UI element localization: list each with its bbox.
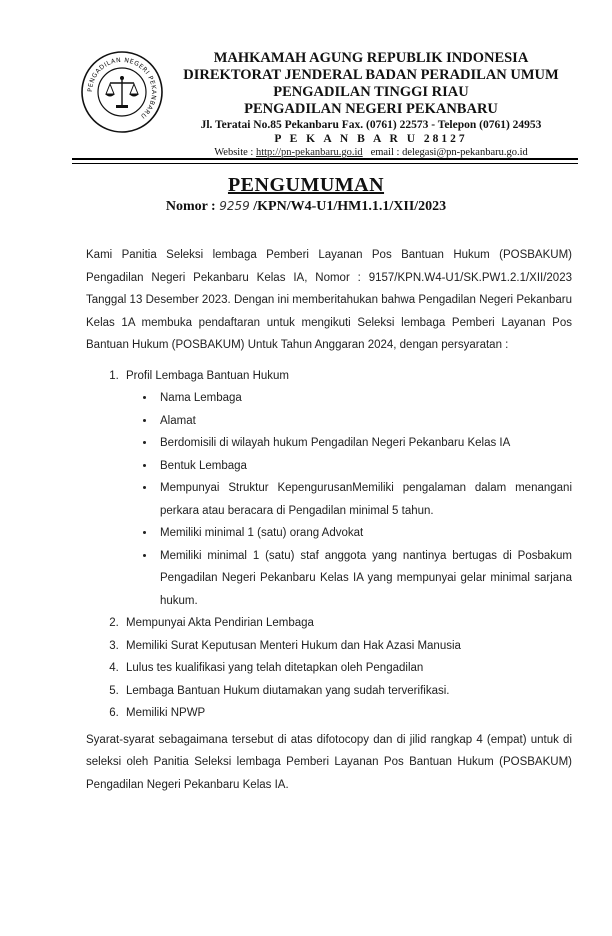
institution-line-2: DIREKTORAT JENDERAL BADAN PERADILAN UMUM xyxy=(183,67,559,83)
sub-item: • Memiliki minimal 1 (satu) staf anggota yang nantinya bertugas di Posbakum Pengadilan Negeri Pekanbaru Kelas IA yang mempunyai gelar minimal sarjana hukum. xyxy=(156,545,572,613)
header-rule-thick xyxy=(72,158,578,160)
sub-item: • Berdomisili di wilayah hukum Pengadilan Negeri Pekanbaru Kelas IA xyxy=(156,432,572,455)
seal-text: PENGADILAN NEGERI PEKANBARU xyxy=(86,56,158,120)
website-label: Website : xyxy=(214,147,256,158)
sub-item: • Bentuk Lembaga xyxy=(156,455,572,478)
institution-line-4: PENGADILAN NEGERI PEKANBARU xyxy=(244,101,498,117)
header-rule-thin xyxy=(72,163,578,164)
institution-line-3: PENGADILAN TINGGI RIAU xyxy=(273,84,469,100)
document-number xyxy=(0,199,612,215)
requirement-item: 3. Memiliki Surat Keputusan Menteri Hukum dan Hak Azasi Manusia xyxy=(122,635,572,658)
letterhead xyxy=(178,50,564,160)
sub-item: • Memiliki minimal 1 (satu) orang Advokat xyxy=(156,522,572,545)
requirement-item: 5. Lembaga Bantuan Hukum diutamakan yang sudah terverifikasi. xyxy=(122,680,572,703)
city-line: P E K A N B A R U 28127 xyxy=(274,133,468,145)
requirement-item: 2. Mempunyai Akta Pendirian Lembaga xyxy=(122,612,572,635)
requirement-item: 4. Lulus tes kualifikasi yang telah ditetapkan oleh Pengadilan xyxy=(122,657,572,680)
website-link[interactable]: http://pn-pekanbaru.go.id xyxy=(255,147,363,158)
sub-item: • Nama Lembaga xyxy=(156,387,572,410)
document-title: PENGUMUMAN xyxy=(227,174,385,196)
announcement-body xyxy=(86,244,572,796)
handwritten-number: 9259 xyxy=(219,199,250,213)
institution-line-1: MAHKAMAH AGUNG REPUBLIK INDONESIA xyxy=(213,50,529,66)
requirements-list xyxy=(86,365,572,725)
number-label: Nomor : xyxy=(165,199,220,214)
sub-item: • Alamat xyxy=(156,410,572,433)
requirement-item xyxy=(122,365,572,613)
email-address[interactable]: delegasi@pn-pekanbaru.go.id xyxy=(402,147,528,158)
requirement-text: Profil Lembaga Bantuan Hukum xyxy=(126,369,290,382)
number-suffix: /KPN/W4-U1/HM1.1.1/XII/2023 xyxy=(249,199,447,214)
email-label: email : xyxy=(362,147,403,158)
requirement-item: 6. Memiliki NPWP xyxy=(122,702,572,725)
address-line: Jl. Teratai No.85 Pekanbaru Fax. (0761) 22573 - Telepon (0761) 24953 xyxy=(200,119,542,131)
closing-paragraph: Syarat-syarat sebagaimana tersebut di atas difotocopy dan di jilid rangkap 4 (empat) untuk di seleksi oleh Panitia Seleksi lembaga Pemberi Layanan Pos Bantuan Hukum (POSBAKUM) Pengadilan Negeri Pekanbaru Kelas IA. xyxy=(86,733,572,791)
sub-item: • Mempunyai Struktur KepengurusanMemiliki pengalaman dalam menangani perkara atau beracara di Pengadilan minimal 5 tahun. xyxy=(156,477,572,522)
court-seal-logo xyxy=(80,50,164,134)
profile-sublist xyxy=(126,387,572,612)
intro-paragraph: Kami Panitia Seleksi lembaga Pemberi Layanan Pos Bantuan Hukum (POSBAKUM) Pengadilan Negeri Pekanbaru Kelas IA, Nomor : 9157/KPN.W4-U1/SK.PW1.2.1/XII/2023 Tanggal 13 Desember 2023. Dengan ini memberitahukan bahwa Pengadilan Negeri Pekanbaru Kelas 1A membuka pendaftaran untuk mengikuti Seleksi lembaga Pemberi Layanan Pos Bantuan Hukum (POSBAKUM) Untuk Tahun Anggaran 2024, dengan persyaratan : xyxy=(86,249,572,351)
